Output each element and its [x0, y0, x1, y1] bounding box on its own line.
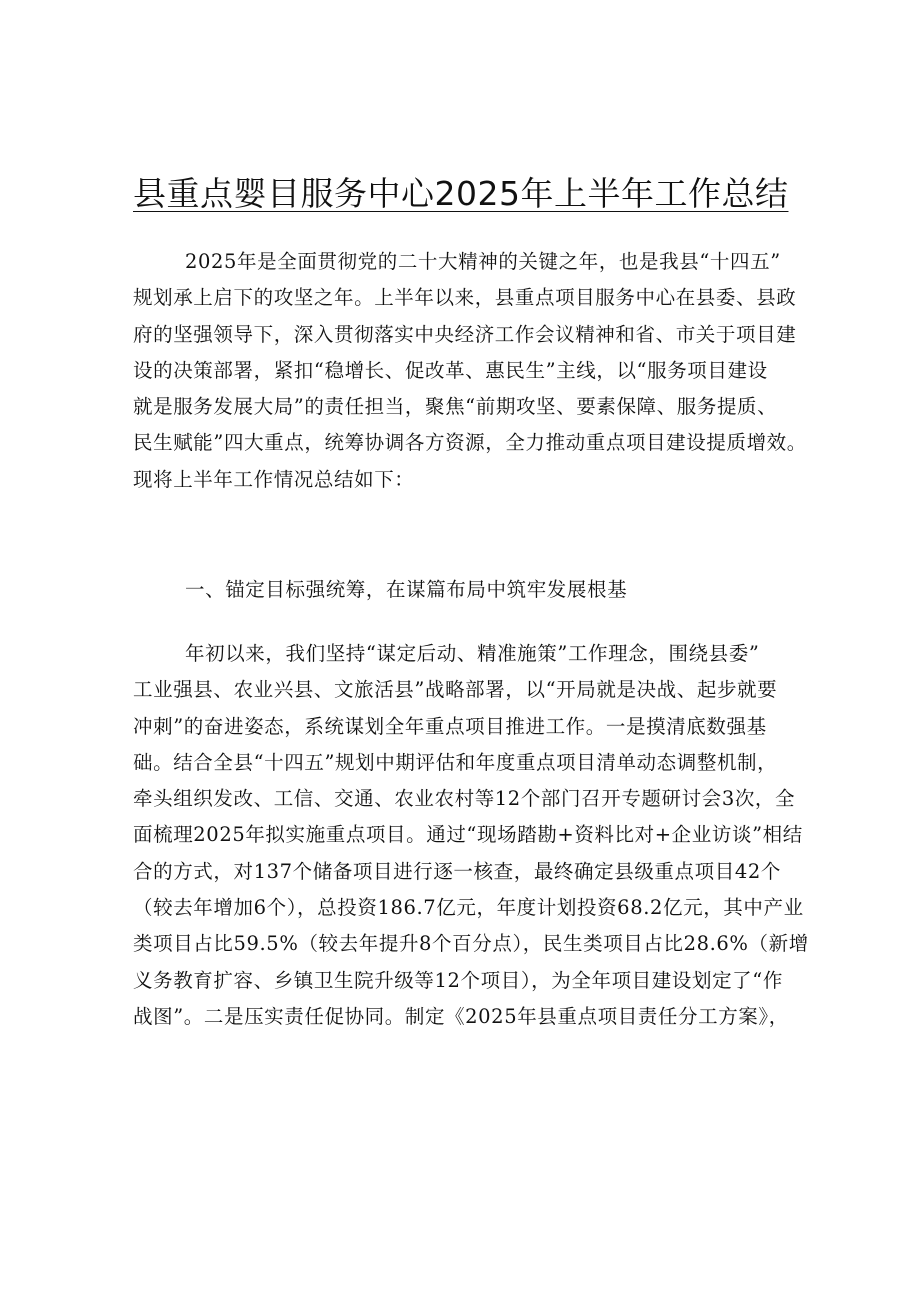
- text-line: 民生赋能”四大重点，统筹协调各方资源，全力推动重点项目建设提质增效。: [133, 431, 807, 455]
- text-line: 战图”。二是压实责任促协同。制定《2025年县重点项目责任分工方案》，: [133, 1004, 789, 1028]
- text-line: 合的方式，对137个储备项目进行逐一核查，最终确定县级重点项目42个: [133, 859, 781, 883]
- text-line: 2025年是全面贯彻党的二十大精神的关键之年，也是我县“十四五”: [185, 250, 781, 273]
- section-heading-text: 一、锚定目标强统筹，在谋篇布局中筑牢发展根基: [185, 578, 628, 601]
- text-line: 类项目占比59.5%（较去年提升8个百分点），民生类项目占比28.6%（新增: [133, 932, 809, 956]
- text-line: 义务教育扩容、乡镇卫生院升级等12个项目），为全年项目建设划定了“作: [133, 968, 783, 992]
- text-line: 规划承上启下的攻坚之年。上半年以来，县重点项目服务中心在县委、县政: [133, 286, 797, 310]
- section-heading: [133, 572, 813, 608]
- text-line: 冲刺”的奋进姿态，系统谋划全年重点项目推进工作。一是摸清底数强基: [133, 714, 767, 738]
- text-line: 面梳理2025年拟实施重点项目。通过“现场踏勘+资料比对+企业访谈”相结: [133, 823, 803, 847]
- text-line: 年初以来，我们坚持“谋定后动、精准施策”工作理念，围绕县委”: [185, 642, 760, 665]
- text-line: 工业强县、农业兴县、文旅活县”战略部署，以“开局就是决战、起步就要: [133, 678, 778, 702]
- intro-paragraph: [133, 244, 813, 498]
- section-paragraph: [133, 636, 813, 1035]
- text-line: 设的决策部署，紧扣“稳增长、促改革、惠民生”主线，以“服务项目建设: [133, 358, 768, 382]
- text-line: 础。结合全县“十四五”规划中期评估和年度重点项目清单动态调整机制，: [133, 750, 778, 774]
- text-line: 牵头组织发改、工信、交通、农业农村等12个部门召开专题研讨会3次，全: [133, 787, 796, 811]
- text-line: 现将上半年工作情况总结如下：: [133, 467, 415, 491]
- text-line: 府的坚强领导下，深入贯彻落实中央经济工作会议精神和省、市关于项目建: [133, 322, 797, 346]
- text-line: （较去年增加6个），总投资186.7亿元，年度计划投资68.2亿元，其中产业: [133, 896, 804, 920]
- text-line: 就是服务发展大局”的责任担当，聚焦“前期攻坚、要素保障、服务提质、: [133, 395, 778, 419]
- document-title: 县重点婴目服务中心2025年上半年工作总结: [133, 174, 789, 213]
